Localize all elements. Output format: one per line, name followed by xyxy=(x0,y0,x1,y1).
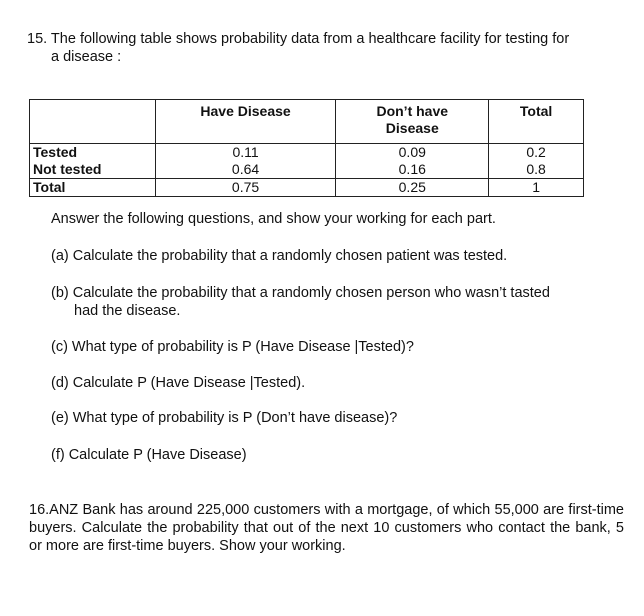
cell-not-tested-have-disease: 0.64 xyxy=(155,161,336,179)
question-15-intro-line2: a disease : xyxy=(51,49,122,65)
table-row-not-tested xyxy=(30,161,584,179)
cell-total-have-disease: 0.75 xyxy=(155,179,336,197)
table-header-row xyxy=(30,100,584,144)
cell-not-tested-total: 0.8 xyxy=(489,161,584,179)
table-row-total xyxy=(30,179,584,197)
part-b-line2: had the disease. xyxy=(74,303,181,319)
cell-tested-have-disease: 0.11 xyxy=(155,144,336,162)
question-15-intro-line1: 15. The following table shows probability data from a healthcare facility for testing for xyxy=(27,31,570,47)
cell-tested-total: 0.2 xyxy=(489,144,584,162)
cell-total-dont-have-disease: 0.25 xyxy=(336,179,489,197)
probability-table xyxy=(29,99,584,197)
question-16 xyxy=(29,501,624,555)
part-e: (e) What type of probability is P (Don’t have disease)? xyxy=(51,410,398,426)
table-header-dont-have-disease-label: Don’t have Disease xyxy=(376,103,449,136)
part-c: (c) What type of probability is P (Have Disease |Tested)? xyxy=(51,339,414,355)
table-row-tested xyxy=(30,144,584,162)
table-header-corner xyxy=(30,100,156,144)
table-header-total: Total xyxy=(489,100,584,144)
question-16-text: 16.ANZ Bank has around 225,000 customers with a mortgage, of which 55,000 are first-time buyers. Calculate the probability that out of the next 10 customers who contact the bank, 5 or more are first-time buyers. Show your working. xyxy=(29,502,624,554)
table-header-dont-have-disease xyxy=(336,100,489,144)
row-label-tested: Tested xyxy=(30,144,156,162)
part-a: (a) Calculate the probability that a randomly chosen patient was tested. xyxy=(51,248,508,264)
row-label-not-tested: Not tested xyxy=(30,161,156,179)
cell-not-tested-dont-have-disease: 0.16 xyxy=(336,161,489,179)
instructions: Answer the following questions, and show your working for each part. xyxy=(51,211,496,227)
part-b-line1: (b) Calculate the probability that a randomly chosen person who wasn’t tasted xyxy=(51,285,550,301)
cell-tested-dont-have-disease: 0.09 xyxy=(336,144,489,162)
table-header-have-disease: Have Disease xyxy=(155,100,336,144)
part-f: (f) Calculate P (Have Disease) xyxy=(51,447,247,463)
part-d: (d) Calculate P (Have Disease |Tested). xyxy=(51,375,306,391)
row-label-total: Total xyxy=(30,179,156,197)
cell-total-total: 1 xyxy=(489,179,584,197)
